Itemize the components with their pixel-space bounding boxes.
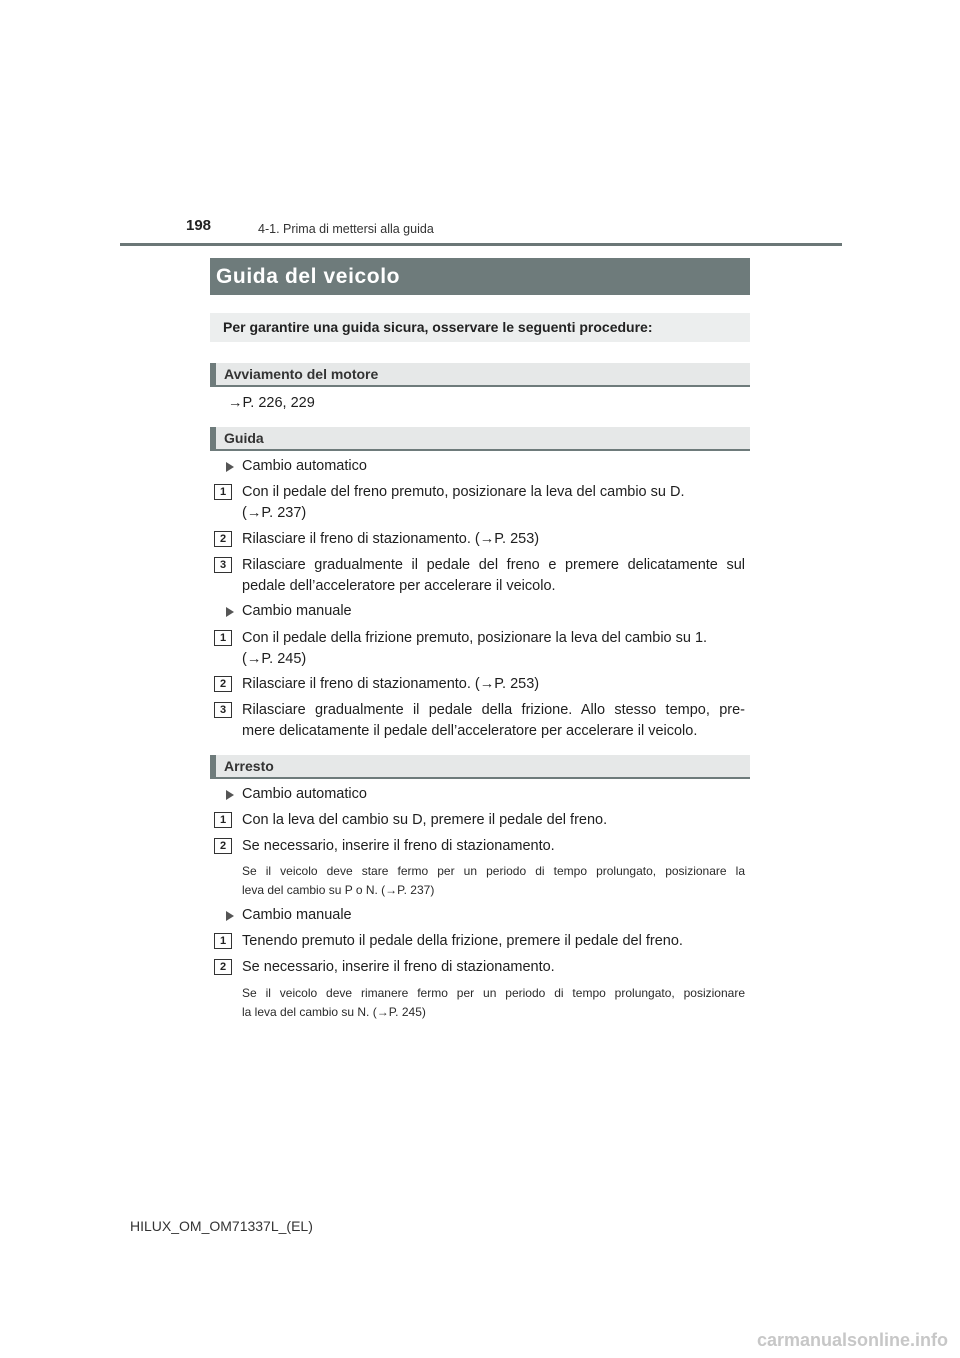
step-number-badge: 1	[214, 812, 232, 828]
step-reference[interactable]: (→P. 245)	[242, 651, 307, 667]
step-number-badge: 1	[214, 630, 232, 646]
footer-doc-code: HILUX_OM_OM71337L_(EL)	[130, 1218, 313, 1234]
step-text: Rilasciare gradualmente il pedale del freno e premere delicatamente sul	[242, 557, 745, 573]
section-heading-avviamento: Avviamento del motore	[210, 363, 750, 387]
breadcrumb: 4-1. Prima di mettersi alla guida	[258, 222, 434, 236]
step-number-badge: 1	[214, 933, 232, 949]
step-reference[interactable]: (→P. 237)	[242, 505, 307, 521]
step-text: Rilasciare il freno di stazionamento. (→P. 253)	[242, 531, 540, 547]
note-text: leva del cambio su P o N. (→P. 237)	[242, 883, 435, 897]
step-number-badge: 3	[214, 702, 232, 718]
avviamento-reference[interactable]: →P. 226, 229	[228, 395, 315, 411]
section-heading-arresto: Arresto	[210, 755, 750, 779]
step-text: pedale dell’acceleratore per accelerare il veicolo.	[242, 578, 556, 594]
header-rule	[120, 243, 842, 246]
arrow-icon	[226, 607, 234, 617]
step-text: Con la leva del cambio su D, premere il pedale del freno.	[242, 812, 608, 828]
intro-box: Per garantire una guida sicura, osservare le seguenti procedure:	[210, 313, 750, 342]
arrow-icon	[226, 462, 234, 472]
step-text: Se necessario, inserire il freno di stazionamento.	[242, 959, 555, 975]
watermark: carmanualsonline.info	[756, 1330, 948, 1350]
step-number-badge: 1	[214, 484, 232, 500]
step-number-badge: 2	[214, 838, 232, 854]
arrow-icon	[226, 911, 234, 921]
subsection-label: Cambio automatico	[242, 786, 367, 802]
page-title: Guida del veicolo	[210, 258, 750, 295]
note-text: Se il veicolo deve rimanere fermo per un periodo di tempo prolungato, posizionare	[242, 986, 745, 1000]
subsection-label: Cambio manuale	[242, 907, 352, 923]
step-text: Con il pedale della frizione premuto, posizionare la leva del cambio su 1.	[242, 630, 708, 646]
step-text: Tenendo premuto il pedale della frizione, premere il pedale del freno.	[242, 933, 683, 949]
step-number-badge: 2	[214, 959, 232, 975]
page-number: 198	[186, 217, 212, 234]
subsection-label: Cambio manuale	[242, 603, 352, 619]
note-text: Se il veicolo deve stare fermo per un periodo di tempo prolungato, posizionare la	[242, 864, 745, 878]
section-heading-guida: Guida	[210, 427, 750, 451]
step-text: Con il pedale del freno premuto, posizionare la leva del cambio su D.	[242, 484, 685, 500]
step-number-badge: 3	[214, 557, 232, 573]
step-number-badge: 2	[214, 531, 232, 547]
step-text: Rilasciare gradualmente il pedale della frizione. Allo stesso tempo, pre-	[242, 702, 745, 718]
subsection-label: Cambio automatico	[242, 458, 367, 474]
step-text: mere delicatamente il pedale dell’acceleratore per accelerare il veicolo.	[242, 723, 698, 739]
step-text: Rilasciare il freno di stazionamento. (→P. 253)	[242, 676, 540, 692]
step-text: Se necessario, inserire il freno di stazionamento.	[242, 838, 555, 854]
arrow-icon	[226, 790, 234, 800]
step-number-badge: 2	[214, 676, 232, 692]
note-text: la leva del cambio su N. (→P. 245)	[242, 1005, 426, 1019]
